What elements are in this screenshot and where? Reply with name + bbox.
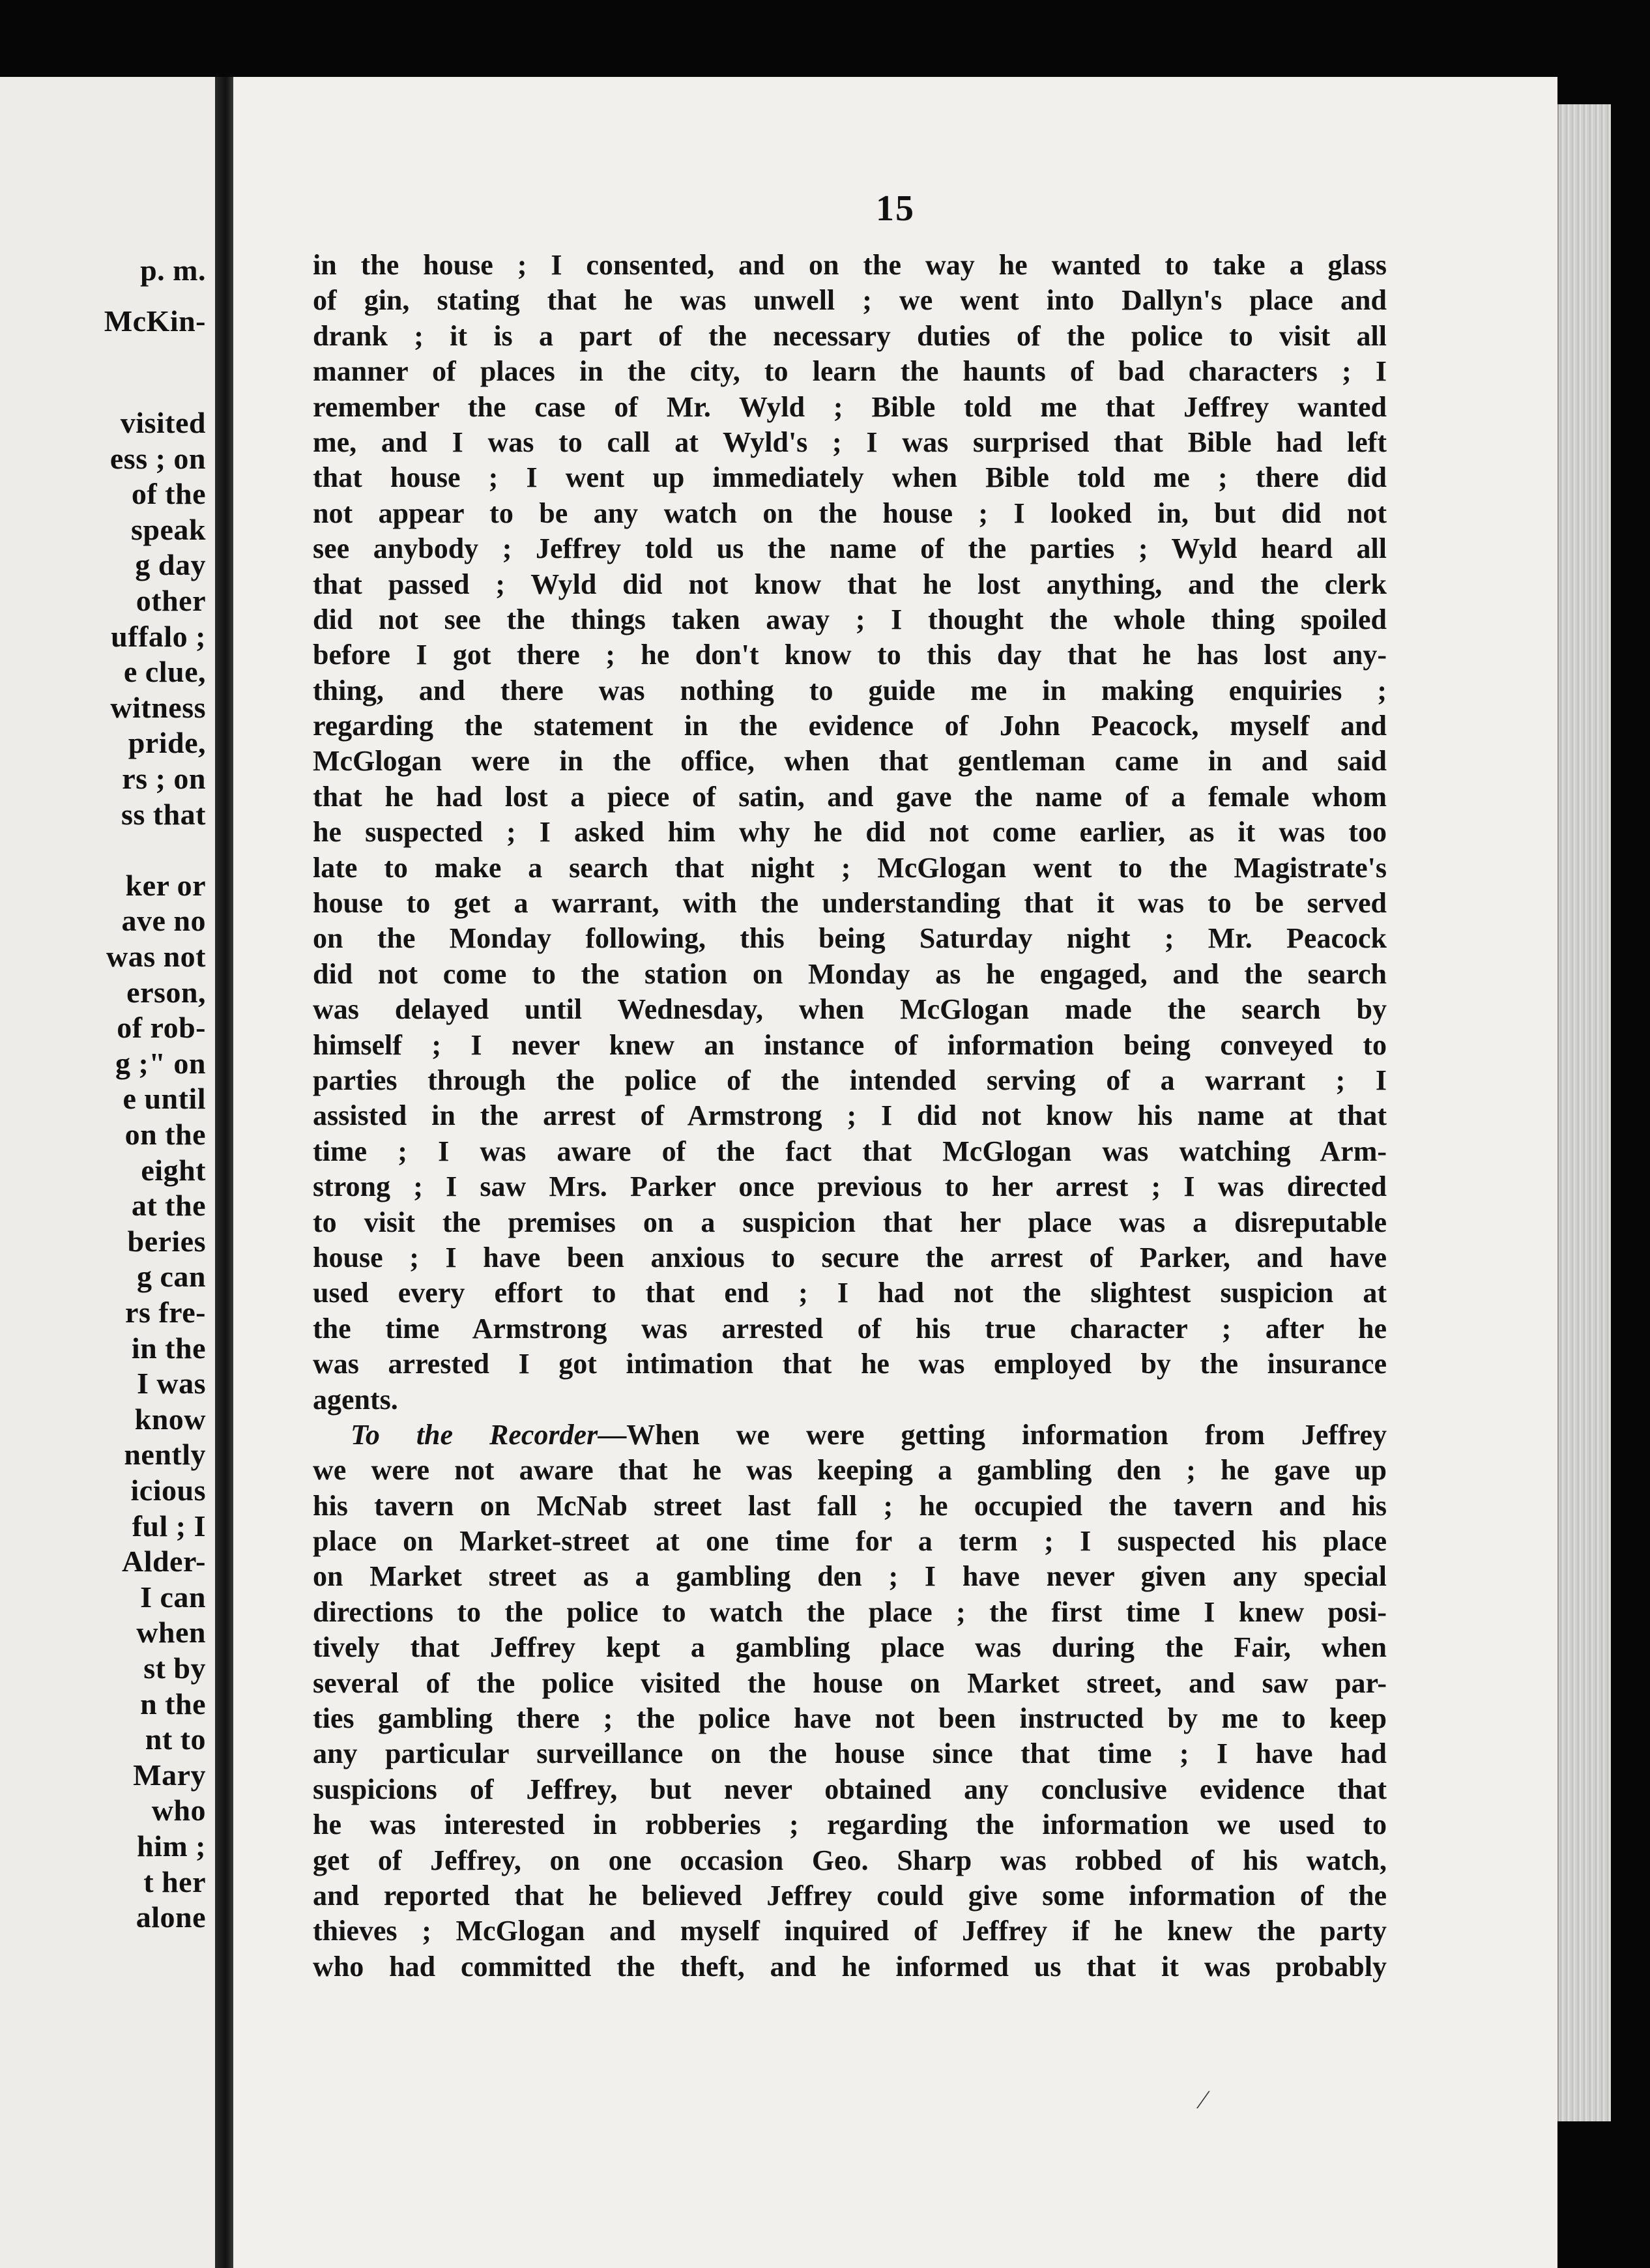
fragment-line: alone [136,1900,206,1934]
fragment-line: other [136,584,206,617]
recorder-first-line-text: —When we were getting information from Jeffrey [598,1418,1387,1451]
text-line: ties gambling there ; the police have not been instructed by me to keep [313,1702,1387,1735]
text-line: late to make a search that night ; McGlogan went to the Magistrate's [313,851,1387,884]
page-edges [1557,104,1611,2121]
fragment-line: visited [120,406,206,439]
text-line: regarding the statement in the evidence of John Peacock, myself and [313,710,1387,742]
book-gutter [215,77,233,2268]
fragment-line: g can [137,1260,206,1294]
paragraph-recorder [313,1453,1387,1984]
text-line: thing, and there was nothing to guide me in making enquiries ; [313,674,1387,706]
text-line: his tavern on McNab street last fall ; he occupied the tavern and his [313,1489,1387,1522]
text-line: he suspected ; I asked him why he did not come earlier, as it was too [313,816,1387,849]
fragment-line: st by [143,1651,206,1685]
text-line: of gin, stating that he was unwell ; we went into Dallyn's place and [313,284,1387,317]
text-line: himself ; I never knew an instance of information being conveyed to [313,1028,1387,1061]
text-line: time ; I was aware of the fact that McGlogan was watching Arm- [313,1135,1387,1167]
fragment-line: ker or [125,868,206,902]
text-line: he was interested in robberies ; regarding the information we used to [313,1809,1387,1841]
fragment-line: when [136,1616,206,1650]
text-line: that he had lost a piece of satin, and gave the name of a female whom [313,780,1387,813]
fragment-line: I can [140,1580,206,1614]
fragment-line: of the [131,477,206,511]
text-line: assisted in the arrest of Armstrong ; I did not know his name at that [313,1099,1387,1132]
fragment-line: McKin- [104,304,206,338]
text-line: who had committed the theft, and he informed us that it was probably [313,1950,1387,1983]
text-line: tively that Jeffrey kept a gambling place was during the Fair, when [313,1631,1387,1664]
text-line: that house ; I went up immediately when Bible told me ; there did [313,461,1387,494]
fragment-line: nt to [145,1723,206,1756]
text-line: parties through the police of the intended serving of a warrant ; I [313,1064,1387,1096]
fragment-line: on the [124,1118,206,1151]
previous-page-fragment [0,77,217,2268]
text-line: house to get a warrant, with the understanding that it was to be served [313,887,1387,920]
text-line: place on Market-street at one time for a term ; I suspected his place [313,1525,1387,1558]
fragment-line: eight [141,1153,206,1187]
fragment-line: icious [130,1474,206,1507]
fragment-line: in the [131,1331,206,1365]
text-line: see anybody ; Jeffrey told us the name of the parties ; Wyld heard all [313,532,1387,565]
fragment-line: pride, [128,726,206,760]
ink-smudge-mark: ⁄ [1201,2085,1206,2114]
text-line: get of Jeffrey, on one occasion Geo. Sharp was robbed of his watch, [313,1844,1387,1876]
fragment-line: witness [110,690,206,724]
fragment-line: erson, [126,975,206,1009]
fragment-line: rs fre- [125,1296,206,1329]
fragment-line: g ;" on [115,1046,206,1080]
text-line: manner of places in the city, to learn the haunts of bad characters ; I [313,355,1387,388]
text-line: me, and I was to call at Wyld's ; I was surprised that Bible had left [313,426,1387,458]
fragment-line: g day [135,548,206,582]
text-line: directions to the police to watch the place ; the first time I knew posi- [313,1595,1387,1628]
paragraph-testimony [313,248,1387,1418]
page-number: 15 [876,188,915,229]
fragment-line: Alder- [121,1545,206,1578]
text-line: to visit the premises on a suspicion that her place was a disreputable [313,1206,1387,1238]
text-line: used every effort to that end ; I had not the slightest suspicion at [313,1277,1387,1309]
paragraph-recorder-first-line [313,1418,1387,1453]
text-line: any particular surveillance on the house since that time ; I have had [313,1737,1387,1770]
fragment-line: him ; [137,1829,206,1863]
text-line: strong ; I saw Mrs. Parker once previous to her arrest ; I was directed [313,1170,1387,1203]
text-line: the time Armstrong was arrested of his true character ; after he [313,1312,1387,1345]
text-line: not appear to be any watch on the house ; I looked in, but did not [313,497,1387,529]
text-line: thieves ; McGlogan and myself inquired of Jeffrey if he knew the party [313,1915,1387,1947]
text-line: house ; I have been anxious to secure the arrest of Parker, and have [313,1241,1387,1273]
text-line: suspicions of Jeffrey, but never obtained any conclusive evidence that [313,1773,1387,1805]
text-line: before I got there ; he don't know to this day that he has lost any- [313,639,1387,671]
text-line: did not see the things taken away ; I thought the whole thing spoiled [313,603,1387,635]
fragment-line: Mary [133,1758,206,1792]
fragment-line: was not [106,940,206,973]
fragment-line: beries [127,1224,206,1258]
fragment-line: who [151,1794,206,1827]
fragment-line: ave no [121,904,206,938]
fragment-line: ess ; on [109,441,206,475]
text-line: was delayed until Wednesday, when McGlogan made the search by [313,993,1387,1026]
fragment-line: ful ; I [132,1509,206,1543]
fragment-line: rs ; on [122,762,206,795]
text-line: that passed ; Wyld did not know that he lost anything, and the clerk [313,568,1387,600]
text-line: on the Monday following, this being Saturday night ; Mr. Peacock [313,922,1387,955]
fragment-line: speak [131,512,206,546]
fragment-line: I was [136,1367,206,1401]
fragment-line: at the [131,1189,206,1223]
text-line: was arrested I got intimation that he was employed by the insurance [313,1348,1387,1380]
fragment-line: nently [124,1438,206,1472]
page [233,77,1557,2268]
text-line: on Market street as a gambling den ; I have never given any special [313,1560,1387,1593]
text-line: agents. [313,1383,398,1416]
fragment-line: of rob- [117,1011,206,1045]
fragment-line: uffalo ; [111,619,206,653]
text-line: in the house ; I consented, and on the way he wanted to take a glass [313,249,1387,281]
text-line: and reported that he believed Jeffrey could give some information of the [313,1879,1387,1912]
text-line: we were not aware that he was keeping a gambling den ; he gave up [313,1454,1387,1487]
fragment-line: know [134,1402,206,1436]
recorder-heading: To the Recorder [351,1418,598,1451]
fragment-line: n the [140,1687,206,1721]
text-line: drank ; it is a part of the necessary duties of the police to visit all [313,319,1387,352]
text-line: several of the police visited the house on Market street, and saw par- [313,1666,1387,1699]
fragment-line: ss that [121,797,206,831]
fragment-line: e until [123,1082,206,1116]
text-line: McGlogan were in the office, when that gentleman came in and said [313,745,1387,778]
fragment-line: t her [143,1865,206,1898]
text-line: remember the case of Mr. Wyld ; Bible told me that Jeffrey wanted [313,390,1387,423]
fragment-line: p. m. [140,254,206,287]
fragment-line: e clue, [123,655,206,689]
text-line: did not come to the station on Monday as he engaged, and the search [313,957,1387,990]
body-text [313,248,1387,1984]
